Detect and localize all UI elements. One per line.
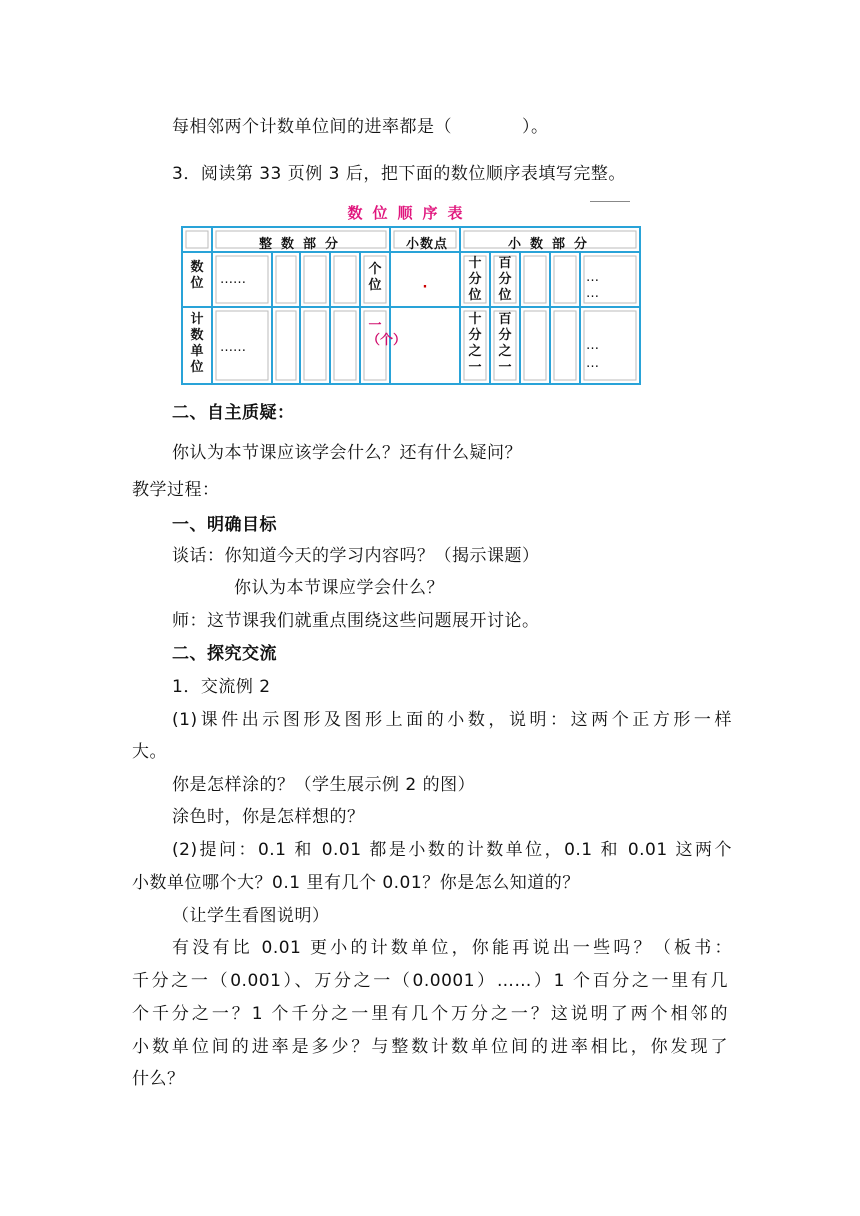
text-line-example-2: 1．交流例 2 [172,677,271,697]
text-line-smaller-unit-1: 有没有比 0.01 更小的计数单位，你能再说出一些吗？（板书： [172,938,732,958]
table-grid [180,200,645,386]
ellipsis-right-place-1: … [586,270,599,285]
table-title: 数位顺序表 [347,204,473,222]
ellipsis-left-unit: …… [220,340,246,355]
text-line-question-2: 小数单位哪个大？0.1 里有几个 0.01？你是怎么知道的？ [132,873,580,893]
place-value-table-figure [180,200,645,386]
ellipsis-right-unit-1: … [586,338,599,353]
cell-hundredths-place: 百分位 [498,256,512,303]
decimal-point-mark: · [422,280,428,295]
cell-tenths-unit: 十分之一 [468,312,482,375]
ellipsis-right-place-2: … [586,286,599,301]
text-line-how-colored: 你是怎样涂的？（学生展示例 2 的图） [172,775,476,795]
text-line-teaching-process: 教学过程： [132,480,220,500]
text-line-read-example: 3．阅读第 33 页例 3 后，把下面的数位顺序表填写完整。 [172,164,626,184]
header-integer-part: 整数部分 [258,237,347,252]
row-label-unit: 计数单位 [190,312,204,375]
text-line-student-explain: （让学生看图说明） [172,906,330,926]
header-decimal-part: 小数部分 [507,237,596,252]
text-line-smaller-unit-5: 什么？ [132,1069,185,1089]
text-line-question-1: (2)提问：0.1 和 0.01 都是小数的计数单位，0.1 和 0.01 这两个 [172,840,732,860]
heading-explore: 二、探究交流 [172,644,277,664]
cell-ones-place: 个位 [368,262,382,293]
text-line-smaller-unit-2: 千分之一（0.001）、万分之一（0.0001）……）1 个百分之一里有几 [132,971,728,991]
row-label-place: 数位 [190,260,204,291]
text-line-courseware-1: (1)课件出示图形及图形上面的小数，说明：这两个正方形一样 [172,710,732,730]
text-line-teacher: 师：这节课我们就重点围绕这些问题展开讨论。 [172,611,540,631]
heading-self-question: 二、自主质疑： [172,403,295,423]
ellipsis-right-unit-2: … [586,356,599,371]
header-decimal-point: 小数点 [405,237,448,252]
ellipsis-left-place: …… [220,272,246,287]
text-line-how-think: 涂色时，你是怎样想的？ [172,807,365,827]
text-line-smaller-unit-4: 小数单位间的进率是多少？与整数计数单位间的进率相比，你发现了 [132,1037,728,1057]
heading-clear-goals: 一、明确目标 [172,515,277,535]
text-line-what-to-learn: 你认为本节课应该学会什么？还有什么疑问？ [172,443,522,463]
text-line-rate-question: 每相邻两个计数单位间的进率都是（ ）。 [172,117,549,137]
cell-tenths-place: 十分位 [468,256,482,303]
cell-hundredths-unit: 百分之一 [498,312,512,375]
cell-ones-unit: 一（个） [367,318,407,348]
text-line-smaller-unit-3: 个千分之一？1 个千分之一里有几个万分之一？这说明了两个相邻的 [132,1004,728,1024]
text-line-courseware-2: 大。 [132,742,167,762]
text-line-should-learn: 你认为本节课应学会什么？ [234,578,444,598]
text-line-talk: 谈话：你知道今天的学习内容吗？（揭示课题） [172,546,540,566]
